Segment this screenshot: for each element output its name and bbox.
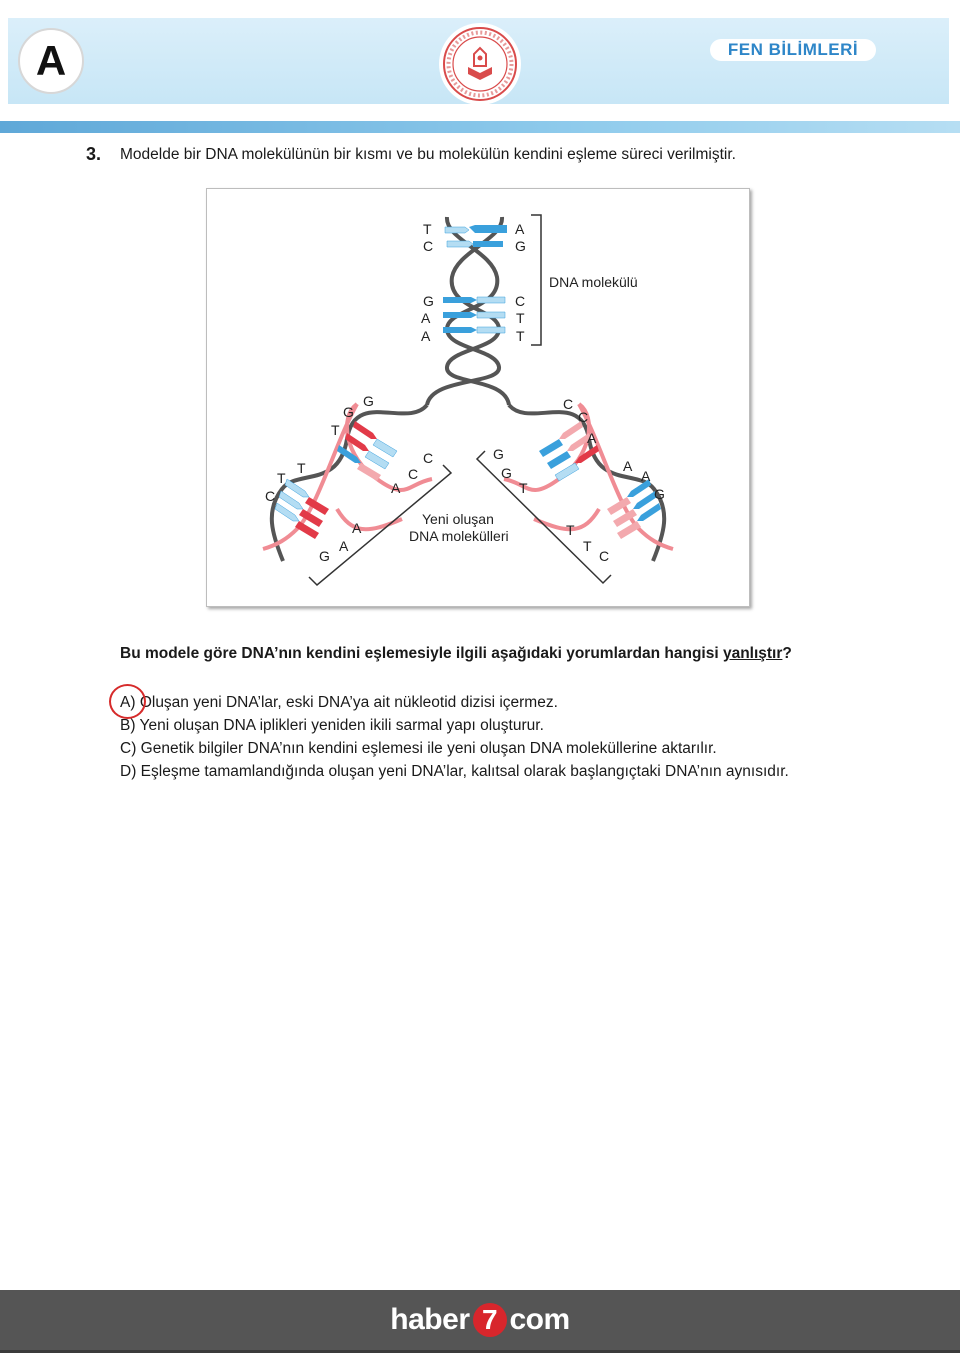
base-label: G: [363, 393, 374, 409]
base-label: A: [641, 468, 651, 484]
base-label: A: [352, 520, 362, 536]
parent-base-pairs-top: [445, 225, 507, 247]
base-label: C: [578, 409, 589, 425]
header-bottom-stripe: [0, 121, 960, 133]
base-label: C: [408, 466, 419, 482]
left-new-strand: [263, 404, 432, 549]
answer-options: [120, 691, 789, 783]
base-label: T: [516, 310, 525, 326]
base-label: C: [599, 548, 610, 564]
option-d[interactable]: [120, 760, 789, 783]
parent-base-labels: [421, 221, 526, 344]
dna-replication-figure: [206, 188, 750, 607]
option-text: Eşleşme tamamlandığında oluşan yeni DNA’lar, kalıtsal olarak başlangıçtaki DNA’nın aynısıdır.: [140, 763, 789, 780]
base-label: G: [501, 465, 512, 481]
base-label: T: [519, 480, 528, 496]
base-label: G: [319, 548, 330, 564]
base-label: T: [516, 328, 525, 344]
option-label: C): [120, 740, 137, 757]
label-parent-dna: DNA molekülü: [549, 274, 638, 290]
option-c[interactable]: [120, 737, 789, 760]
parent-bracket: [531, 215, 541, 345]
label-new-dna-line2: DNA molekülleri: [409, 528, 509, 544]
base-label: C: [515, 293, 526, 309]
option-a[interactable]: [120, 691, 789, 714]
question-stem: Modelde bir DNA molekülünün bir kısmı ve bu molekülün kendini eşleme süreci verilmiştir.: [120, 146, 736, 163]
question-number: 3.: [86, 144, 102, 164]
base-label: A: [421, 328, 431, 344]
base-label: A: [515, 221, 525, 237]
option-b[interactable]: [120, 714, 789, 737]
base-label: T: [277, 470, 286, 486]
booklet-type-badge: A: [18, 28, 84, 94]
base-label: G: [493, 446, 504, 462]
prompt-text: Bu modele göre DNA’nın kendini eşlemesiyle ilgili aşağıdaki yorumlardan hangisi: [120, 645, 723, 662]
base-label: G: [654, 486, 665, 502]
base-label: C: [265, 488, 276, 504]
option-text: Yeni oluşan DNA iplikleri yeniden ikili sarmal yapı oluşturur.: [139, 717, 544, 734]
base-label: G: [343, 404, 354, 420]
left-daughter-base-labels: [265, 393, 433, 564]
option-text: Oluşan yeni DNA’lar, eski DNA’ya ait nükleotid dizisi içermez.: [139, 694, 558, 711]
brand-left: haber: [390, 1303, 470, 1336]
base-label: A: [391, 480, 401, 496]
prompt-end: ?: [782, 645, 792, 662]
brand-logo[interactable]: [0, 1300, 960, 1340]
brand-seven-badge: 7: [473, 1303, 507, 1337]
base-label: T: [423, 221, 432, 237]
base-label: T: [331, 422, 340, 438]
base-label: C: [423, 450, 434, 466]
base-label: C: [563, 396, 574, 412]
base-label: C: [423, 238, 434, 254]
base-label: T: [566, 522, 575, 538]
left-old-strand: [272, 405, 427, 561]
meb-seal-icon: [438, 22, 522, 106]
question-prompt: [120, 645, 792, 663]
option-label: B): [120, 717, 136, 734]
brand-right: com: [509, 1303, 570, 1336]
dna-diagram: [207, 189, 749, 606]
label-new-dna-line1: Yeni oluşan: [422, 511, 494, 527]
base-label: T: [583, 538, 592, 554]
base-label: G: [515, 238, 526, 254]
prompt-emphasis: yanlıştır: [722, 645, 783, 662]
option-label: D): [120, 763, 137, 780]
answer-mark-circle: [109, 684, 146, 719]
option-text: Genetik bilgiler DNA’nın kendini eşlemesi ile yeni oluşan DNA moleküllerine aktarılır.: [140, 740, 717, 757]
subject-badge: FEN BİLİMLERİ: [710, 39, 876, 61]
base-label: A: [421, 310, 431, 326]
parent-base-pairs-middle: [443, 297, 505, 333]
base-label: A: [623, 458, 633, 474]
base-label: A: [339, 538, 349, 554]
base-label: T: [297, 460, 306, 476]
base-label: A: [587, 430, 597, 446]
option-label: A): [120, 694, 136, 711]
base-label: G: [423, 293, 434, 309]
